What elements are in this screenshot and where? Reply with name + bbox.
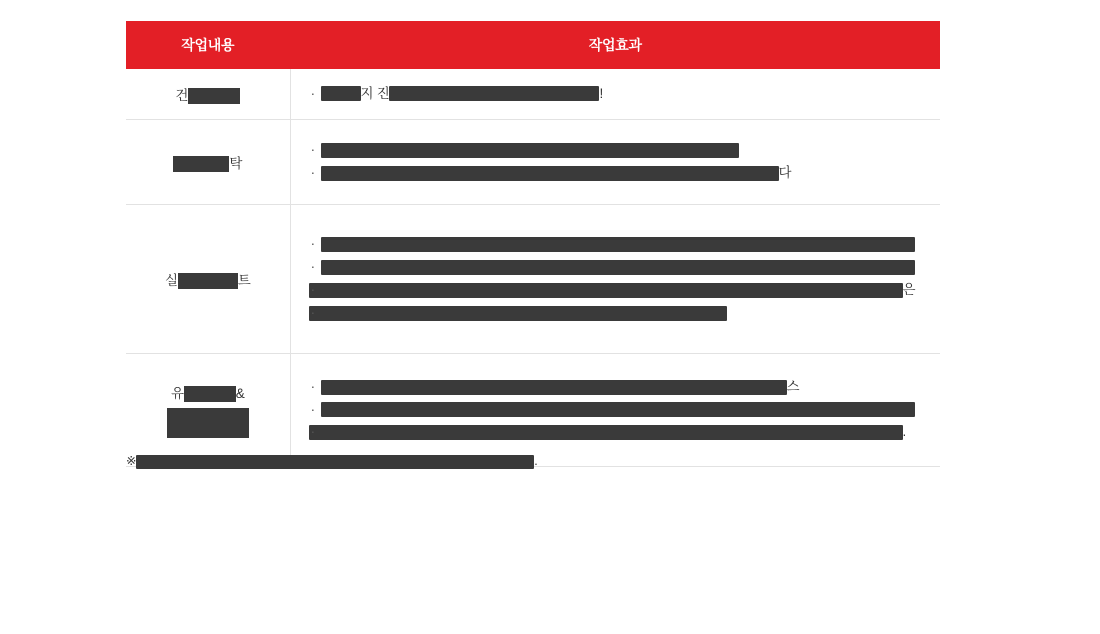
row-label-cell-3 [126,205,290,354]
row-label-text-2: 탁 [229,155,243,171]
row-label-redaction-3 [178,273,238,289]
table-row [126,120,940,205]
redaction [321,237,915,252]
effect-text-suffix: . [902,424,906,440]
table-row [126,205,940,354]
redaction [321,380,787,395]
effect-text-suffix: 다 [778,165,792,180]
redaction [321,260,915,275]
redaction [309,283,903,298]
footnote-suffix: . [534,454,538,468]
row-effect-cell-4 [290,354,940,467]
effect-list-2 [309,140,927,184]
table-header [126,21,940,69]
row-label-cell-2 [126,120,290,205]
footnote-prefix: ※ [126,454,137,468]
table-header-row [126,21,940,69]
row-label-text-3-suffix: 트 [237,272,251,288]
table-row [126,354,940,467]
table-body [126,69,940,467]
list-item [309,400,927,421]
column-header-effect: 작업효과 [290,21,940,69]
row-effect-cell-1 [290,69,940,120]
redaction [321,86,361,101]
list-item [309,140,927,161]
column-header-task: 작업내용 [126,21,290,69]
list-item [309,163,927,184]
row-label-redaction-4b [167,408,249,438]
row-label-redaction-2 [173,156,229,172]
redaction [309,425,903,440]
footnote-redaction [136,455,534,469]
redaction [389,86,599,101]
footnote [126,453,940,469]
row-label-cell-1 [126,69,290,120]
row-effect-cell-3 [290,205,940,354]
effect-list-1 [309,84,927,105]
effect-text-suffix: 은 [902,282,916,297]
row-label-text-1: 건 [175,87,189,103]
redaction [309,306,727,321]
list-item [309,422,927,443]
redaction [321,143,739,158]
list-item [309,257,927,278]
spec-table [126,21,940,467]
row-label-text-3-prefix: 실 [165,272,178,288]
row-label-text-4-mid: & [235,385,245,401]
effect-list-4 [309,377,927,444]
redaction [321,166,779,181]
row-label-cell-4 [126,354,290,467]
list-item [309,377,927,398]
row-label-text-4-prefix: 유 [171,385,184,401]
list-item [309,303,927,324]
list-item [309,280,927,301]
spec-table-container [126,21,940,467]
row-label-redaction-4a [184,386,236,402]
effect-text-fragment: 지 진 [360,85,390,101]
row-label-redaction-1 [188,88,240,104]
list-item [309,84,927,105]
row-effect-cell-2 [290,120,940,205]
redaction [321,402,915,417]
table-row [126,69,940,120]
effect-text-suffix: ! [599,85,603,101]
effect-text-suffix: 스 [786,378,800,394]
list-item [309,234,927,255]
effect-list-3 [309,234,927,324]
